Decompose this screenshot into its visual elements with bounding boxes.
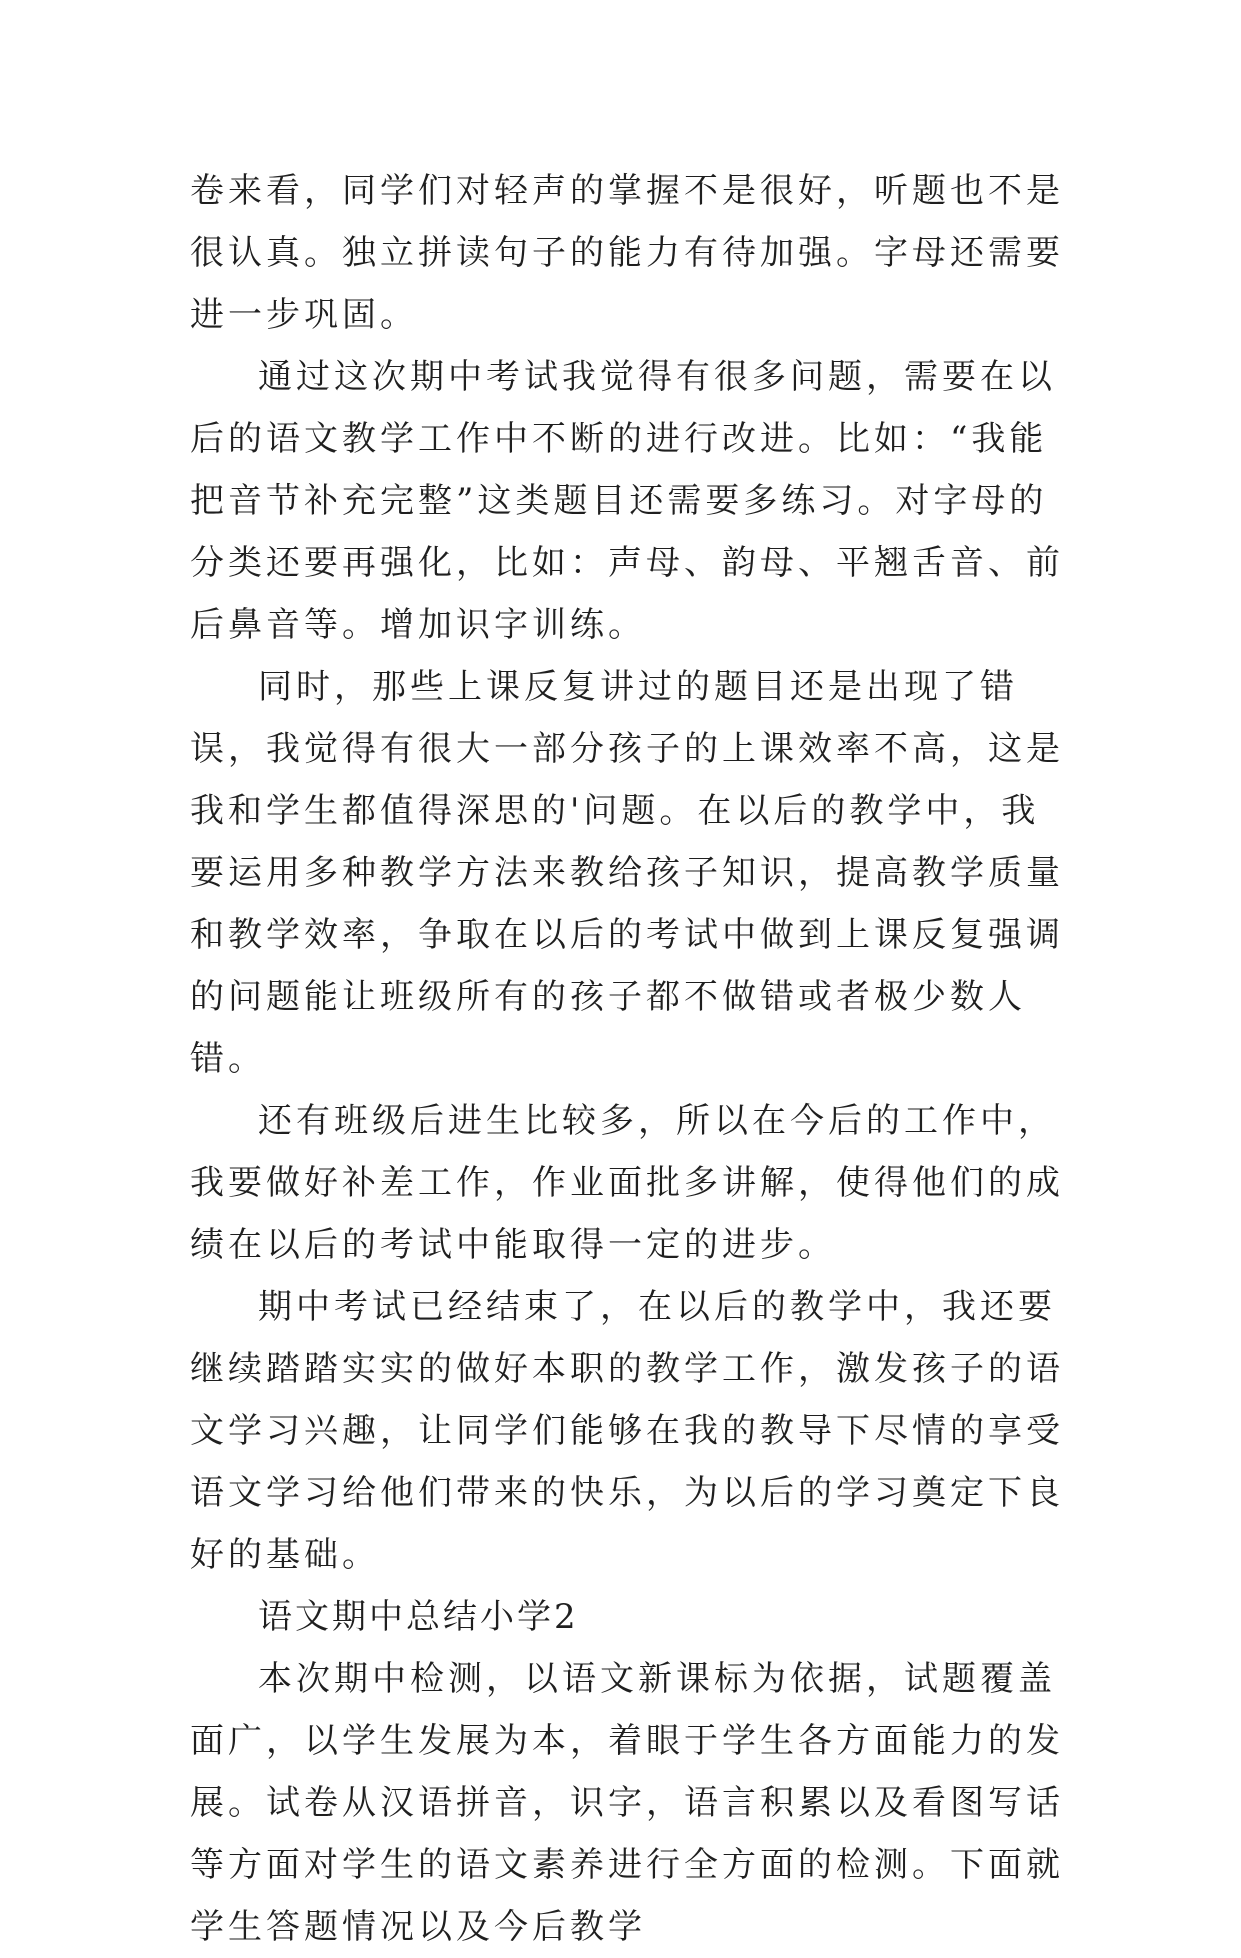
paragraph-4: 还有班级后进生比较多，所以在今后的工作中，我要做好补差工作，作业面批多讲解，使得他们的成绩在以后的考试中能取得一定的进步。 — [190, 1101, 1064, 1265]
document-body — [190, 160, 1070, 1958]
paragraph-1: 卷来看，同学们对轻声的掌握不是很好，听题也不是很认真。独立拼读句子的能力有待加强。字母还需要进一步巩固。 — [190, 171, 1064, 335]
paragraph-5: 期中考试已经结束了，在以后的教学中，我还要继续踏踏实实的做好本职的教学工作，激发孩子的语文学习兴趣，让同学们能够在我的教导下尽情的享受语文学习给他们带来的快乐，为以后的学习奠定下良好的基础。 — [190, 1287, 1064, 1575]
paragraph-6: 本次期中检测，以语文新课标为依据，试题覆盖面广，以学生发展为本，着眼于学生各方面能力的发展。试卷从汉语拼音，识字，语言积累以及看图写话等方面对学生的语文素养进行全方面的检测。下面就学生答题情况以及今后教学 — [190, 1659, 1064, 1947]
section-heading: 语文期中总结小学2 — [258, 1597, 579, 1637]
paragraph-2: 通过这次期中考试我觉得有很多问题，需要在以后的语文教学工作中不断的进行改进。比如：“我能把音节补充完整”这类题目还需要多练习。对字母的分类还要再强化，比如：声母、韵母、平翘舌音、前后鼻音等。增加识字训练。 — [190, 357, 1064, 645]
paragraph-3: 同时，那些上课反复讲过的题目还是出现了错误，我觉得有很大一部分孩子的上课效率不高，这是我和学生都值得深思的'问题。在以后的教学中，我要运用多种教学方法来教给孩子知识，提高教学质量和教学效率，争取在以后的考试中做到上课反复强调的问题能让班级所有的孩子都不做错或者极少数人错。 — [190, 667, 1064, 1079]
